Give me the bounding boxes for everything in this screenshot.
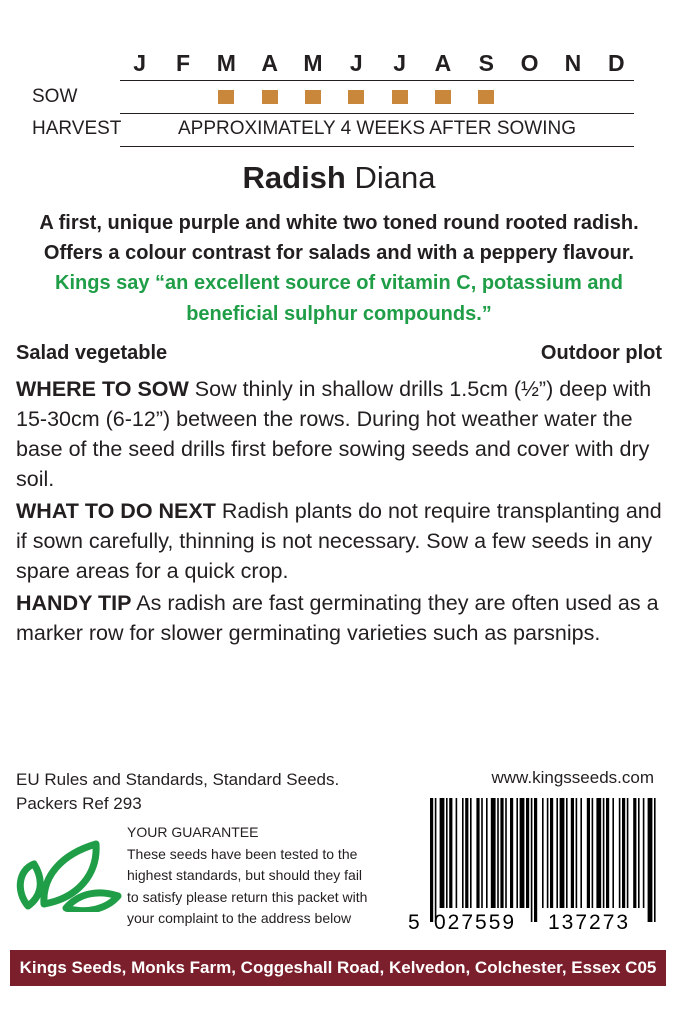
barcode-bar <box>510 798 513 908</box>
barcode-bar <box>638 798 640 908</box>
sow-month-cell <box>465 88 508 106</box>
barcode-bar <box>612 798 614 908</box>
eu-standards <box>16 768 339 816</box>
barcode <box>406 798 658 943</box>
guarantee-block <box>127 822 399 930</box>
harvest-period-text: APPROXIMATELY 4 WEEKS AFTER SOWING <box>177 118 577 139</box>
barcode-bar <box>606 798 609 908</box>
barcode-bar <box>462 798 464 908</box>
barcode-bar <box>465 798 468 908</box>
sow-month-cell <box>421 88 464 106</box>
where-to-sow-text: Sow thinly in shallow drills 1.5cm (½”) deep with 15-30cm (6-12”) between the rows. During hot weather water the base of the seed drills first before sowing seeds and cover with dry soil. <box>16 377 652 491</box>
calendar-divider-bottom <box>120 146 634 147</box>
sow-month-cell <box>291 88 334 106</box>
month-label: F <box>175 50 191 76</box>
sow-marker <box>435 90 451 104</box>
product-title <box>0 160 678 196</box>
month-label: J <box>349 50 363 76</box>
barcode-bar <box>470 798 472 908</box>
barcode-bar <box>491 798 496 908</box>
barcode-bar <box>648 798 653 922</box>
harvest-label: HARVEST <box>32 118 122 139</box>
where-to-sow-heading: WHERE TO SOW <box>16 377 189 401</box>
month-label: M <box>303 50 323 76</box>
barcode-bar <box>500 798 503 908</box>
sow-month-cell <box>335 88 378 106</box>
sow-marker <box>348 90 364 104</box>
sow-marker <box>262 90 278 104</box>
footer-address: Kings Seeds, Monks Farm, Coggeshall Road, Kelvedon, Colchester, Essex C05 9PG <box>10 950 666 986</box>
month-label: J <box>133 50 147 76</box>
barcode-bar <box>566 798 568 908</box>
barcode-bar <box>603 798 605 908</box>
packers-ref: Packers Ref 293 <box>16 794 142 813</box>
barcode-bar <box>596 798 601 908</box>
guarantee-title: YOUR GUARANTEE <box>127 824 259 840</box>
what-to-do-next-text: Radish plants do not require transplanting and if sown carefully, thinning is not necessary. Sow a few seeds in any spare areas for a quick crop. <box>16 499 662 583</box>
handy-tip-text: As radish are fast germinating they are often used as a marker row for slower germinating varieties such as parsnips. <box>16 591 659 645</box>
sow-month-cell <box>508 88 551 106</box>
barcode-bar <box>550 798 553 908</box>
month-label: J <box>393 50 407 76</box>
barcode-bar <box>592 798 594 908</box>
guarantee-line-3: to satisfy please return this packet with <box>127 888 368 905</box>
green-leaves-icon <box>14 840 122 917</box>
month-label: A <box>261 50 278 76</box>
product-name: Radish <box>242 160 346 195</box>
month-label: D <box>607 50 625 76</box>
description-line-2: Offers a colour contrast for salads and with a peppery flavour. <box>43 242 635 264</box>
sow-marker <box>305 90 321 104</box>
barcode-bar <box>430 798 433 922</box>
where-to-sow-paragraph <box>16 374 666 494</box>
growing-instructions <box>16 374 666 650</box>
sow-month-cell <box>205 88 248 106</box>
sow-marker <box>478 90 494 104</box>
barcode-bar <box>633 798 636 908</box>
sow-month-cell <box>378 88 421 106</box>
barcode-bar <box>571 798 574 908</box>
eu-standards-line-1: EU Rules and Standards, Standard Seeds. <box>16 770 340 789</box>
barcode-bar <box>580 798 582 908</box>
barcode-bar <box>497 798 499 908</box>
barcode-bar <box>531 798 533 922</box>
barcode-bar <box>520 798 525 908</box>
calendar-divider-top <box>120 80 634 81</box>
barcode-bar <box>587 798 590 908</box>
barcode-bar <box>449 798 452 908</box>
quote-line-1: Kings say “an excellent source of vitamin C, potassium and <box>55 272 623 294</box>
description-line-1: A first, unique purple and white two toned round rooted radish. <box>39 212 639 234</box>
what-to-do-next-paragraph <box>16 496 666 586</box>
barcode-bar <box>516 798 518 908</box>
barcode-bar <box>643 798 645 908</box>
barcode-bar <box>481 798 483 908</box>
month-header <box>118 48 638 78</box>
barcode-bar <box>622 798 625 908</box>
sow-month-cell <box>118 88 161 106</box>
barcode-first-digit: 5 <box>408 911 420 934</box>
website-text: www.kingsseeds.com <box>491 768 654 787</box>
barcode-bar <box>440 798 445 908</box>
barcode-bar <box>556 798 558 908</box>
barcode-bar <box>446 798 448 908</box>
barcode-bar <box>456 798 458 908</box>
barcode-bar <box>505 798 507 908</box>
barcode-bar <box>542 798 544 908</box>
month-label: A <box>434 50 452 76</box>
sow-month-cell <box>551 88 594 106</box>
month-label: M <box>216 50 236 76</box>
product-variety: Diana <box>354 160 436 195</box>
calendar-divider-middle <box>120 113 634 114</box>
sow-label: SOW <box>32 86 78 107</box>
barcode-bar <box>627 798 629 908</box>
barcode-group-2: 137273 <box>548 911 631 934</box>
guarantee-line-2: highest standards, but should they fail <box>127 867 363 883</box>
sow-marker <box>392 90 408 104</box>
barcode-group-1: 027559 <box>434 911 517 934</box>
guarantee-line-1: These seeds have been tested to the <box>127 845 358 862</box>
what-to-do-next-heading: WHAT TO DO NEXT <box>16 499 216 523</box>
quote-line-2: beneficial sulphur compounds.” <box>186 303 492 325</box>
barcode-bar <box>619 798 621 908</box>
barcode-bar <box>654 798 656 922</box>
guarantee-line-4: your complaint to the address below <box>127 910 352 926</box>
month-label: S <box>478 50 494 76</box>
month-label: N <box>564 50 582 76</box>
barcode-bar <box>534 798 537 922</box>
sow-month-cell <box>248 88 291 106</box>
sow-month-cell <box>161 88 204 106</box>
category-label: Salad vegetable <box>16 342 168 364</box>
handy-tip-heading: HANDY TIP <box>16 591 132 615</box>
month-label: O <box>520 50 539 76</box>
barcode-bar <box>526 798 529 908</box>
category-row <box>16 342 662 365</box>
location-label: Outdoor plot <box>540 342 662 364</box>
sow-period-markers <box>118 88 638 106</box>
barcode-bar <box>476 798 479 908</box>
handy-tip-paragraph <box>16 588 666 648</box>
sow-marker <box>218 90 234 104</box>
barcode-bar <box>435 798 437 922</box>
barcode-bar <box>560 798 565 908</box>
sow-month-cell <box>595 88 638 106</box>
barcode-bar <box>486 798 488 908</box>
barcode-bar <box>576 798 578 908</box>
barcode-bar <box>547 798 549 908</box>
